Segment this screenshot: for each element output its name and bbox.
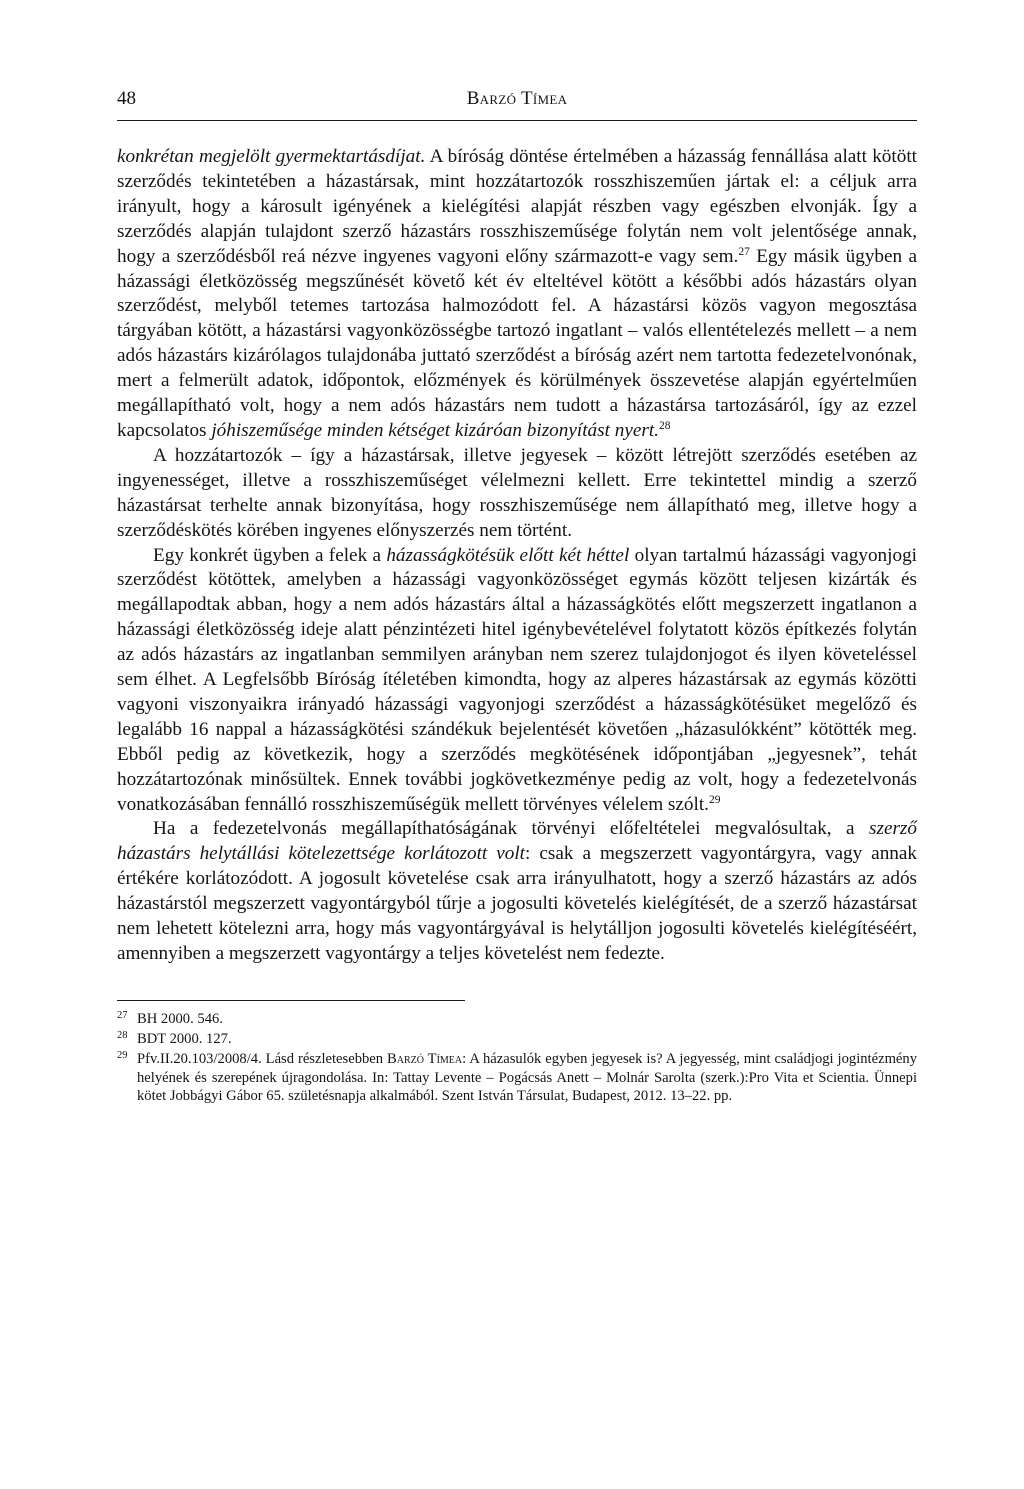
footnote-text: : A házasulók egyben jegyesek is? A jegyesség, mint családjogi jogintézmény helyének és szerepének újragondolása. In: Tattay Levente – Pogácsás Anett – Molnár Sarolta (szerk.):Pro Vita et Scientia. Ünnepi kötet Jobbágyi Gábor 65. születésnapja alkalmából. Szent István Társulat, Budapest, 2012. 13–22. pp.: [137, 1051, 917, 1105]
paragraph-text: olyan tartalmú házassági vagyonjogi szerződést kötöttek, amelyben a házassági vagyonközösséget egymás között teljesen kizárták és megállapodtak abban, hogy a nem adós házastárs által a házasságkötés előtt megszerzett ingatlanon a házassági életközösség ideje alatt pénzintézeti hitel igénybevételével folytatott közös építkezés folytán az adós házastárs az ingatlanban semmilyen arányban nem szerez tulajdonjogot és ilyen követeléssel sem élhet. A Legfelsőbb Bíróság ítéletében kimondta, hogy az alperes házastársak az egymás közötti vagyoni viszonyaikra irányadó házassági vagyonjogi szerződést a házasságkötésüket megelőző és legalább 16 nappal a házasságkötési szándékuk bejelentését követően „házasulókként” kötötték meg. Ebből pedig az következik, hogy a szerződés megkötésének időpontjában „jegyesnek”, tehát hozzátartozónak minősültek. Ennek további jogkövetkezménye pedig az volt, hogy a fedezetelvonás vonatkozásában fennálló rosszhiszeműségük mellett törvényes vélelem szólt.: [117, 544, 917, 815]
paragraph-text: Egy konkrét ügyben a felek a: [153, 544, 387, 566]
footnote-ref[interactable]: 29: [708, 793, 721, 806]
paragraph-text: A bíróság döntése értelmében a házasság fennállása alatt kötött szerződés tekintetében a házastársak, mint hozzátartozók rosszhiszeműen jártak el: a céljuk arra irányult, hogy a károsult igényének a kielégítési alapját részben vagy egészben elvonják. Így a szerződés alapján tulajdont szerző házastárs rosszhiszeműsége folytán nem volt jelentősége annak, hogy a szerződésből reá nézve ingyenes vagyoni előny származott-e vagy sem.: [117, 146, 917, 267]
paragraph-text: Ha a fedezetelvonás megállapíthatóságának törvényi előfeltételei megvalósultak, a: [153, 818, 870, 840]
italic-phrase: házasságkötésük előtt két héttel: [386, 544, 630, 566]
running-title: Barzó Tímea: [466, 88, 568, 109]
footnote-author: Barzó Tímea: [387, 1051, 463, 1068]
italic-phrase: szerző házastárs helytállási kötelezettsége korlátozott volt: [117, 818, 917, 865]
paragraph-4: [117, 817, 917, 966]
footnote-number: 27: [117, 1009, 128, 1021]
footnote-27: [117, 1010, 917, 1029]
body-text: [117, 145, 917, 967]
footnote-ref[interactable]: 28: [658, 419, 671, 432]
footnote-number: 29: [117, 1050, 128, 1062]
book-page: [117, 86, 917, 1108]
paragraph-2: A hozzátartozók – így a házastársak, illetve jegyesek – között létrejött szerződés esetében az ingyenességet, illetve a rosszhiszeműséget vélelmezni kellett. Erre tekintettel mindig a szerző házastársat terhelte annak bizonyítása, hogy rosszhiszeműsége nem állapítható meg, illetve hogy a szerződéskötés körében ingyenes előnyszerzés nem történt.: [117, 444, 917, 541]
footnotes: [117, 1010, 917, 1106]
paragraph-text: : csak a megszerzett vagyontárgyra, vagy annak értékére korlátozódott. A jogosult követelése csak arra irányulhatott, hogy a szerző házastárs az adós házastárstól megszerzett vagyontárgyból tűrje a jogosulti követelés kielégítését, de a szerző házastársat nem lehetett kötelezni arra, hogy más vagyontárgyával is helytálljon jogosulti követelés kielégítéséért, amennyiben a megszerzett vagyontárgy a teljes követelést nem fedezte.: [117, 843, 917, 964]
footnote-text: Pfv.II.20.103/2008/4. Lásd részletesebben: [137, 1051, 388, 1068]
italic-phrase: jóhiszeműsége minden kétséget kizáróan bizonyítást nyert.: [211, 419, 659, 441]
italic-phrase: konkrétan megjelölt gyermektartásdíjat.: [117, 146, 426, 167]
paragraph-3: [117, 544, 917, 818]
footnote-28: [117, 1030, 917, 1049]
footnote-divider: [117, 1000, 465, 1001]
footnote-ref[interactable]: 27: [738, 245, 750, 258]
footnote-text: BDT 2000. 127.: [137, 1031, 232, 1048]
footnote-text: BH 2000. 546.: [137, 1010, 223, 1027]
paragraph-1: [117, 145, 917, 444]
paragraph-text: Egy másik ügyben a házassági életközösség megszűnését követő két év elteltével kötött a későbbi adós házastárs olyan szerződést, melyből tetemes tartozása halmozódott fel. A házastársi közös vagyon megosztása tárgyában kötött, a házastársi vagyonközösségbe tartozó ingatlant – valós ellentételezés mellett – a nem adós házastárs kizárólagos tulajdonába juttató szerződést a bíróság azért nem tartotta fedezetelvonónak, mert a felmerült adatok, időpontok, előzmények és körülmények összevetése alapján egyértelműen megállapítható volt, hogy a nem adós házastárs nem tudott a házastársa tartozásáról, így az ezzel kapcsolatos: [117, 245, 917, 441]
footnote-29: [117, 1050, 917, 1106]
page-number: 48: [117, 88, 136, 109]
page-header: [117, 86, 917, 121]
footnote-number: 28: [117, 1030, 128, 1042]
